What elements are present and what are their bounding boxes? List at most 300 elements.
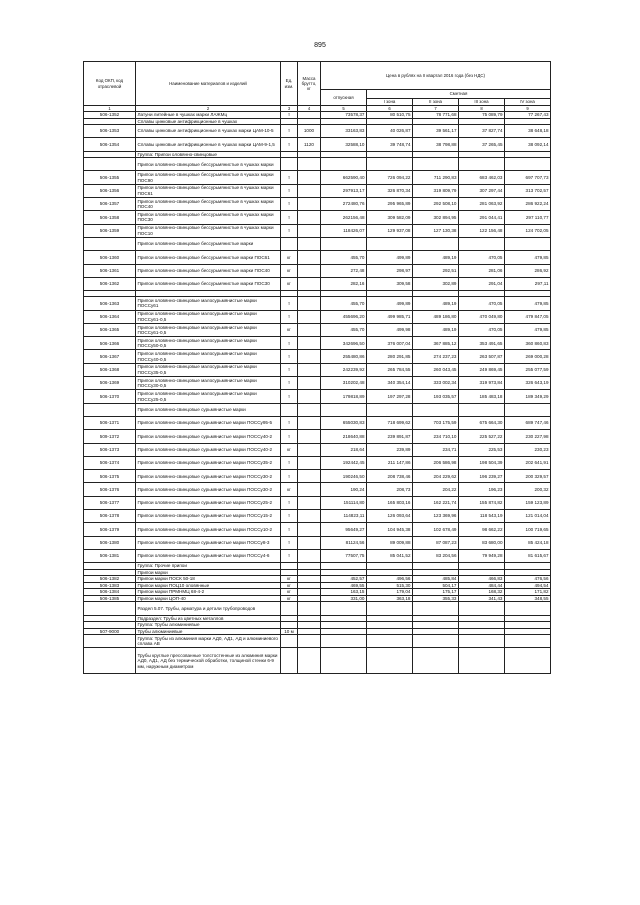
cell-code: 506-1357 (84, 198, 136, 211)
cell-name: Припои оловянно-свинцовые сурьмянистые марки ПОССу30-2 (136, 483, 281, 496)
cell-price-zone3: 263 507,87 (459, 350, 505, 363)
cell-price-zone3: 683 462,03 (459, 171, 505, 184)
cell-name: Припои оловянно-свинцовые бессурьмянистые марки ПОС30 (136, 277, 281, 290)
table-row (84, 277, 551, 290)
cell-price-zone4: 202 641,91 (505, 456, 551, 469)
cell-price-release: 151114,80 (321, 496, 367, 509)
cell-price-zone1: 265 784,55 (367, 363, 413, 376)
cell-price-zone4: 85 424,18 (505, 536, 551, 549)
cell-name: Подраздел: Трубы из цветных металлов (136, 615, 281, 622)
cell-mass (298, 470, 321, 483)
cell-mass (298, 337, 321, 350)
cell-mass (298, 456, 321, 469)
cell-price-zone2 (413, 158, 459, 171)
cell-code: 506-1363 (84, 297, 136, 310)
cell-price-zone3: 281,06 (459, 264, 505, 277)
cell-price-zone2: 489 186,80 (413, 310, 459, 323)
cell-price-zone2: 260 043,45 (413, 363, 459, 376)
cell-unit (281, 635, 298, 648)
cell-code: 506-1379 (84, 523, 136, 536)
cell-unit: кг (281, 251, 298, 264)
cell-price-zone1 (367, 602, 413, 615)
cell-price-zone3: 225 527,22 (459, 430, 505, 443)
cell-unit: т (281, 297, 298, 310)
header-zone3: III зона (459, 99, 505, 106)
cell-mass (298, 443, 321, 456)
cell-code: 506-1355 (84, 171, 136, 184)
cell-unit: т (281, 350, 298, 363)
header-name: Наименование материалов и изделий (136, 62, 281, 106)
cell-price-zone3: 319 973,84 (459, 377, 505, 390)
cell-unit: т (281, 510, 298, 523)
cell-price-zone4: 476,56 (505, 576, 551, 583)
table-row (84, 602, 551, 615)
cell-price-release: 310202,48 (321, 377, 367, 390)
table-row (84, 648, 551, 674)
cell-price-zone1 (367, 648, 413, 674)
cell-price-zone1 (367, 403, 413, 416)
cell-price-zone2 (413, 648, 459, 674)
cell-price-zone2: 489,19 (413, 323, 459, 336)
cell-code: 506-1376 (84, 483, 136, 496)
table-row (84, 337, 551, 350)
cell-price-zone4 (505, 602, 551, 615)
cell-name: Группа: Трубы из алюминия марки АД0, АД1, АД и алюминиевого сплава АВ (136, 635, 281, 648)
table-row (84, 264, 551, 277)
cell-price-release: 190,24 (321, 483, 367, 496)
cell-price-zone4: 189 349,29 (505, 390, 551, 403)
cell-unit: кг (281, 576, 298, 583)
cell-price-zone4: 230 227,98 (505, 430, 551, 443)
cell-code: 506-1356 (84, 184, 136, 197)
cell-name: Латуни литейные в чушках марки ЛАЖМц (136, 112, 281, 119)
cell-price-release: 179818,89 (321, 390, 367, 403)
cell-price-zone2: 292 508,10 (413, 198, 459, 211)
cell-name: Припои оловянно-свинцовые малосурьмянистые марки ПОССу40-0,5 (136, 350, 281, 363)
cell-price-zone3: 291 044,41 (459, 211, 505, 224)
cell-price-release: 452,57 (321, 576, 367, 583)
cell-price-zone1: 39 748,74 (367, 138, 413, 151)
table-row (84, 184, 551, 197)
cell-name: Припои оловянно-свинцовые сурьмянистые марки ПОССу4-6 (136, 549, 281, 562)
cell-price-release (321, 237, 367, 250)
cell-price-zone2: 367 885,12 (413, 337, 459, 350)
cell-price-zone1: 499 985,71 (367, 310, 413, 323)
cell-price-zone1: 309 582,09 (367, 211, 413, 224)
cell-price-release: 77507,75 (321, 549, 367, 562)
cell-code: 506-1383 (84, 582, 136, 589)
cell-price-zone4: 326 643,19 (505, 377, 551, 390)
table-row (84, 251, 551, 264)
cell-unit: кг (281, 589, 298, 596)
cell-price-zone4: 121 014,04 (505, 510, 551, 523)
column-index: 9 (505, 106, 551, 112)
cell-name: Припои оловянно-свинцовые бессурьмянистые в чушках марки ПОС30 (136, 211, 281, 224)
cell-price-zone3: 79 949,28 (459, 549, 505, 562)
cell-mass (298, 510, 321, 523)
cell-name: Припои оловянно-свинцовые малосурьмянистые марки ПОССу61 (136, 297, 281, 310)
cell-price-zone3: 675 664,30 (459, 416, 505, 429)
table-row (84, 158, 551, 171)
table-row (84, 377, 551, 390)
cell-code: 506-1371 (84, 416, 136, 429)
cell-price-release: 282,16 (321, 277, 367, 290)
cell-name: Припои оловянно-свинцовые малосурьмянистые марки ПОССу25-0,5 (136, 390, 281, 403)
cell-unit (281, 648, 298, 674)
cell-price-zone3: 249 869,45 (459, 363, 505, 376)
cell-price-zone1: 40 026,87 (367, 125, 413, 138)
cell-price-release (321, 648, 367, 674)
table-row (84, 363, 551, 376)
cell-price-zone2: 162 221,74 (413, 496, 459, 509)
cell-price-zone4: 297,11 (505, 277, 551, 290)
cell-price-zone4 (505, 237, 551, 250)
cell-price-zone4: 230,23 (505, 443, 551, 456)
cell-unit: т (281, 211, 298, 224)
cell-price-zone4 (505, 648, 551, 674)
cell-price-zone1: 85 041,52 (367, 549, 413, 562)
cell-price-zone2: 234 710,10 (413, 430, 459, 443)
cell-price-zone2: 302,89 (413, 277, 459, 290)
cell-price-zone1: 726 094,22 (367, 171, 413, 184)
cell-mass (298, 536, 321, 549)
cell-mass (298, 350, 321, 363)
table-row (84, 297, 551, 310)
table-row (84, 523, 551, 536)
cell-price-zone4: 313 702,57 (505, 184, 551, 197)
cell-code: 506-1375 (84, 470, 136, 483)
cell-price-release (321, 635, 367, 648)
cell-price-release: 73578,37 (321, 112, 367, 119)
cell-price-zone4: 689 747,46 (505, 416, 551, 429)
cell-price-zone1: 499,89 (367, 251, 413, 264)
cell-price-zone3: 75 089,79 (459, 112, 505, 119)
cell-name: Припои оловянно-свинцовые сурьмянистые марки ПОССу10-2 (136, 523, 281, 536)
cell-mass (298, 224, 321, 237)
cell-code: 506-1382 (84, 576, 136, 583)
cell-price-zone2: 175,17 (413, 589, 459, 596)
cell-price-zone4: 200,32 (505, 483, 551, 496)
cell-price-zone2: 274 237,23 (413, 350, 459, 363)
column-index: 3 (281, 106, 298, 112)
cell-price-zone3: 37 265,45 (459, 138, 505, 151)
cell-price-zone2: 127 130,38 (413, 224, 459, 237)
cell-price-release: 114823,11 (321, 510, 367, 523)
cell-mass (298, 390, 321, 403)
cell-price-zone3: 168,32 (459, 589, 505, 596)
cell-name: Припои оловянно-свинцовые сурьмянистые марки ПОССу15-2 (136, 510, 281, 523)
cell-price-zone2: 206 586,98 (413, 456, 459, 469)
cell-price-zone2: 302 894,95 (413, 211, 459, 224)
cell-name: Припои оловянно-свинцовые бессурьмянистые в чушках марки ПОС61 (136, 184, 281, 197)
cell-unit: т (281, 456, 298, 469)
cell-price-zone4 (505, 403, 551, 416)
cell-code: 506-1359 (84, 224, 136, 237)
cell-price-zone2: 234,71 (413, 443, 459, 456)
cell-mass (298, 483, 321, 496)
cell-price-release: 297913,17 (321, 184, 367, 197)
cell-code: 506-1377 (84, 496, 136, 509)
cell-code: 506-1378 (84, 510, 136, 523)
cell-unit: т (281, 125, 298, 138)
cell-name: Припои оловянно-свинцовые бессурьмянистые в чушках марки (136, 158, 281, 171)
cell-price-zone1: 326 870,34 (367, 184, 413, 197)
cell-unit: кг (281, 277, 298, 290)
cell-code (84, 403, 136, 416)
cell-name: Припои оловянно-свинцовые малосурьмянистые марки ПОССу61-0,5 (136, 310, 281, 323)
cell-price-release: 662590,40 (321, 171, 367, 184)
cell-price-zone1: 309,58 (367, 277, 413, 290)
cell-price-zone4: 255 077,59 (505, 363, 551, 376)
table-row (84, 635, 551, 648)
cell-name: Припои оловянно-свинцовые малосурьмянистые марки ПОССу35-0,5 (136, 363, 281, 376)
cell-price-zone2: 87 087,23 (413, 536, 459, 549)
header-code: Код ОКП, код отраслевой (84, 62, 136, 106)
cell-code: 506-1369 (84, 377, 136, 390)
cell-unit: т (281, 224, 298, 237)
cell-price-zone2: 355,33 (413, 595, 459, 602)
table-row (84, 403, 551, 416)
cell-price-release: 455,70 (321, 323, 367, 336)
cell-price-zone2: 123 369,96 (413, 510, 459, 523)
cell-code (84, 602, 136, 615)
cell-price-zone3: 291,04 (459, 277, 505, 290)
cell-name: Припои оловянно-свинцовые сурьмянистые марки ПОССу40-2 (136, 443, 281, 456)
cell-code: 506-1354 (84, 138, 136, 151)
column-index: 5 (321, 106, 367, 112)
cell-mass (298, 158, 321, 171)
cell-price-zone1: 126 093,64 (367, 510, 413, 523)
header-zone1: I зона (367, 99, 413, 106)
cell-unit: т (281, 549, 298, 562)
cell-code: 506-1366 (84, 337, 136, 350)
header-release: отпускная (321, 90, 367, 106)
cell-mass (298, 430, 321, 443)
cell-price-zone2 (413, 403, 459, 416)
cell-mass (298, 277, 321, 290)
cell-unit: т (281, 337, 298, 350)
column-index: 2 (136, 106, 281, 112)
cell-mass (298, 523, 321, 536)
cell-price-zone3: 122 156,48 (459, 224, 505, 237)
cell-price-release: 272,48 (321, 264, 367, 277)
cell-price-zone3 (459, 237, 505, 250)
cell-price-release: 118426,07 (321, 224, 367, 237)
cell-name: Припои оловянно-свинцовые бессурьмянистые в чушках марки ПОС10 (136, 224, 281, 237)
cell-mass (298, 264, 321, 277)
header-mass: Масса брутто, кг (298, 62, 321, 106)
cell-price-zone1: 298,97 (367, 264, 413, 277)
cell-price-zone4: 479,85 (505, 323, 551, 336)
table-row (84, 456, 551, 469)
cell-price-zone4: 286 922,24 (505, 198, 551, 211)
header-unit: Ед. изм. (281, 62, 298, 106)
cell-price-zone2: 333 002,34 (413, 377, 459, 390)
cell-code: 506-1381 (84, 549, 136, 562)
cell-price-zone1 (367, 237, 413, 250)
cell-price-zone3: 470,05 (459, 251, 505, 264)
cell-price-zone2: 204,22 (413, 483, 459, 496)
cell-price-zone1: 89 009,88 (367, 536, 413, 549)
table-row (84, 350, 551, 363)
cell-name: Припои оловянно-свинцовые бессурьмянистые марки (136, 237, 281, 250)
cell-code (84, 635, 136, 648)
cell-code (84, 237, 136, 250)
cell-mass: 1000 (298, 125, 321, 138)
cell-price-zone4: 479,85 (505, 251, 551, 264)
table-row (84, 536, 551, 549)
cell-price-release: 455,70 (321, 297, 367, 310)
cell-unit: т (281, 416, 298, 429)
cell-price-release: 455696,20 (321, 310, 367, 323)
cell-unit: т (281, 377, 298, 390)
cell-price-zone1: 239 891,87 (367, 430, 413, 443)
cell-name: Припои марки ПОЦ10 оловянные (136, 582, 281, 589)
cell-mass (298, 310, 321, 323)
cell-name: Сплавы цинковые антифрикционные в чушках марки ЦАМ-9-1,5 (136, 138, 281, 151)
cell-price-zone2: 504,17 (413, 582, 459, 589)
cell-price-zone3: 281 063,92 (459, 198, 505, 211)
cell-name: Трубы круглые прессованные толстостенные из алюминия марки АД0, АД1, АД без термической обработки, толщиной стенки 6-9 мм, наружным диаметром (136, 648, 281, 674)
cell-price-zone1: 129 937,08 (367, 224, 413, 237)
cell-unit: 10 м (281, 628, 298, 635)
cell-price-zone4: 81 615,67 (505, 549, 551, 562)
cell-name: Припои оловянно-свинцовые бессурьмянистые в чушках марки ПОС40 (136, 198, 281, 211)
cell-price-zone3: 196,23 (459, 483, 505, 496)
cell-price-zone2: 703 175,59 (413, 416, 459, 429)
cell-mass: 1120 (298, 138, 321, 151)
cell-name: Припои оловянно-свинцовые бессурьмянистые в чушках марки ПОС90 (136, 171, 281, 184)
cell-price-zone4: 348,55 (505, 595, 551, 602)
table-row (84, 390, 551, 403)
cell-code: 506-1364 (84, 310, 136, 323)
cell-name: Припои оловянно-свинцовые сурьмянистые марки (136, 403, 281, 416)
cell-mass (298, 648, 321, 674)
cell-price-zone3 (459, 403, 505, 416)
cell-price-zone4: 479 847,05 (505, 310, 551, 323)
cell-unit: т (281, 496, 298, 509)
cell-unit: кг (281, 443, 298, 456)
cell-price-zone2: 485,84 (413, 576, 459, 583)
cell-price-release: 255480,86 (321, 350, 367, 363)
cell-name: Припои оловянно-свинцовые сурьмянистые марки ПОССу25-2 (136, 496, 281, 509)
cell-name: Припои марки (136, 569, 281, 576)
cell-unit (281, 237, 298, 250)
cell-price-zone2 (413, 635, 459, 648)
cell-price-zone1: 208 738,46 (367, 470, 413, 483)
cell-unit: т (281, 430, 298, 443)
cell-code: 506-1361 (84, 264, 136, 277)
cell-name: Припои оловянно-свинцовые малосурьмянистые марки ПОССу30-0,5 (136, 377, 281, 390)
cell-code: 509-1372 (84, 430, 136, 443)
cell-name: Сплавы цинковые антифрикционные в чушках марки ЦАМ-10-5 (136, 125, 281, 138)
cell-name: Раздел 5.07. Трубы, арматура и детали трубопроводов (136, 602, 281, 615)
cell-code: 506-1384 (84, 589, 136, 596)
cell-unit: т (281, 184, 298, 197)
cell-name: Группа: Прочие припои (136, 563, 281, 570)
header-zone4: IV зона (505, 99, 551, 106)
cell-price-zone1: 499,89 (367, 297, 413, 310)
cell-price-zone3 (459, 602, 505, 615)
cell-price-zone4: 124 702,05 (505, 224, 551, 237)
table-row (84, 237, 551, 250)
cell-unit: т (281, 138, 298, 151)
cell-price-zone4: 38 648,18 (505, 125, 551, 138)
cell-code: 506-1353 (84, 125, 136, 138)
cell-name: Группа: Трубы алюминиевые (136, 622, 281, 629)
cell-code: 506-1368 (84, 363, 136, 376)
cell-unit (281, 158, 298, 171)
cell-price-zone1: 295 965,89 (367, 198, 413, 211)
cell-name: Припои оловянно-свинцовые сурьмянистые марки ПОССу30-2 (136, 470, 281, 483)
cell-price-zone3: 470,05 (459, 323, 505, 336)
cell-name: Припои оловянно-свинцовые сурьмянистые марки ПОССу95-5 (136, 416, 281, 429)
cell-price-release (321, 602, 367, 615)
cell-code: 506-1385 (84, 595, 136, 602)
cell-mass (298, 635, 321, 648)
cell-price-zone2 (413, 237, 459, 250)
cell-name: Припои марки ПОСК 50-18 (136, 576, 281, 583)
cell-code: 506-1367 (84, 350, 136, 363)
cell-code: 506-1362 (84, 277, 136, 290)
cell-price-zone3: 353 491,65 (459, 337, 505, 350)
table-row (84, 125, 551, 138)
cell-price-zone1: 197 297,28 (367, 390, 413, 403)
cell-price-zone4: 171,82 (505, 589, 551, 596)
cell-price-zone1: 515,30 (367, 582, 413, 589)
cell-mass (298, 377, 321, 390)
table-row (84, 171, 551, 184)
cell-name: Группа: Припои оловянно-свинцовые (136, 151, 281, 158)
cell-price-zone1: 363,18 (367, 595, 413, 602)
cell-price-zone2: 193 035,57 (413, 390, 459, 403)
cell-unit: т (281, 536, 298, 549)
cell-price-zone3: 470 049,80 (459, 310, 505, 323)
table-row (84, 510, 551, 523)
cell-mass (298, 496, 321, 509)
table-row (84, 483, 551, 496)
table-row (84, 310, 551, 323)
cell-mass (298, 198, 321, 211)
cell-price-release (321, 158, 367, 171)
cell-price-release: 81124,56 (321, 536, 367, 549)
cell-price-zone3: 198 504,39 (459, 456, 505, 469)
cell-unit: кг (281, 264, 298, 277)
cell-price-zone4: 77 267,43 (505, 112, 551, 119)
cell-name: Трубы алюминиевые (136, 628, 281, 635)
cell-price-zone1: 280 291,85 (367, 350, 413, 363)
cell-price-zone4: 200 329,57 (505, 470, 551, 483)
cell-unit: кг (281, 323, 298, 336)
cell-price-zone1: 718 699,62 (367, 416, 413, 429)
cell-mass (298, 602, 321, 615)
cell-code: 507-9000 (84, 628, 136, 635)
cell-price-zone3: 118 543,19 (459, 510, 505, 523)
cell-mass (298, 237, 321, 250)
cell-price-release: 190246,50 (321, 470, 367, 483)
cell-price-release: 218640,88 (321, 430, 367, 443)
cell-price-zone3: 466,83 (459, 576, 505, 583)
cell-price-zone3 (459, 648, 505, 674)
cell-mass (298, 323, 321, 336)
cell-price-release: 33163,83 (321, 125, 367, 138)
table-row (84, 198, 551, 211)
cell-unit: т (281, 171, 298, 184)
cell-price-release: 163,15 (321, 589, 367, 596)
cell-unit: т (281, 198, 298, 211)
cell-price-zone3: 225,53 (459, 443, 505, 456)
cell-unit: т (281, 310, 298, 323)
